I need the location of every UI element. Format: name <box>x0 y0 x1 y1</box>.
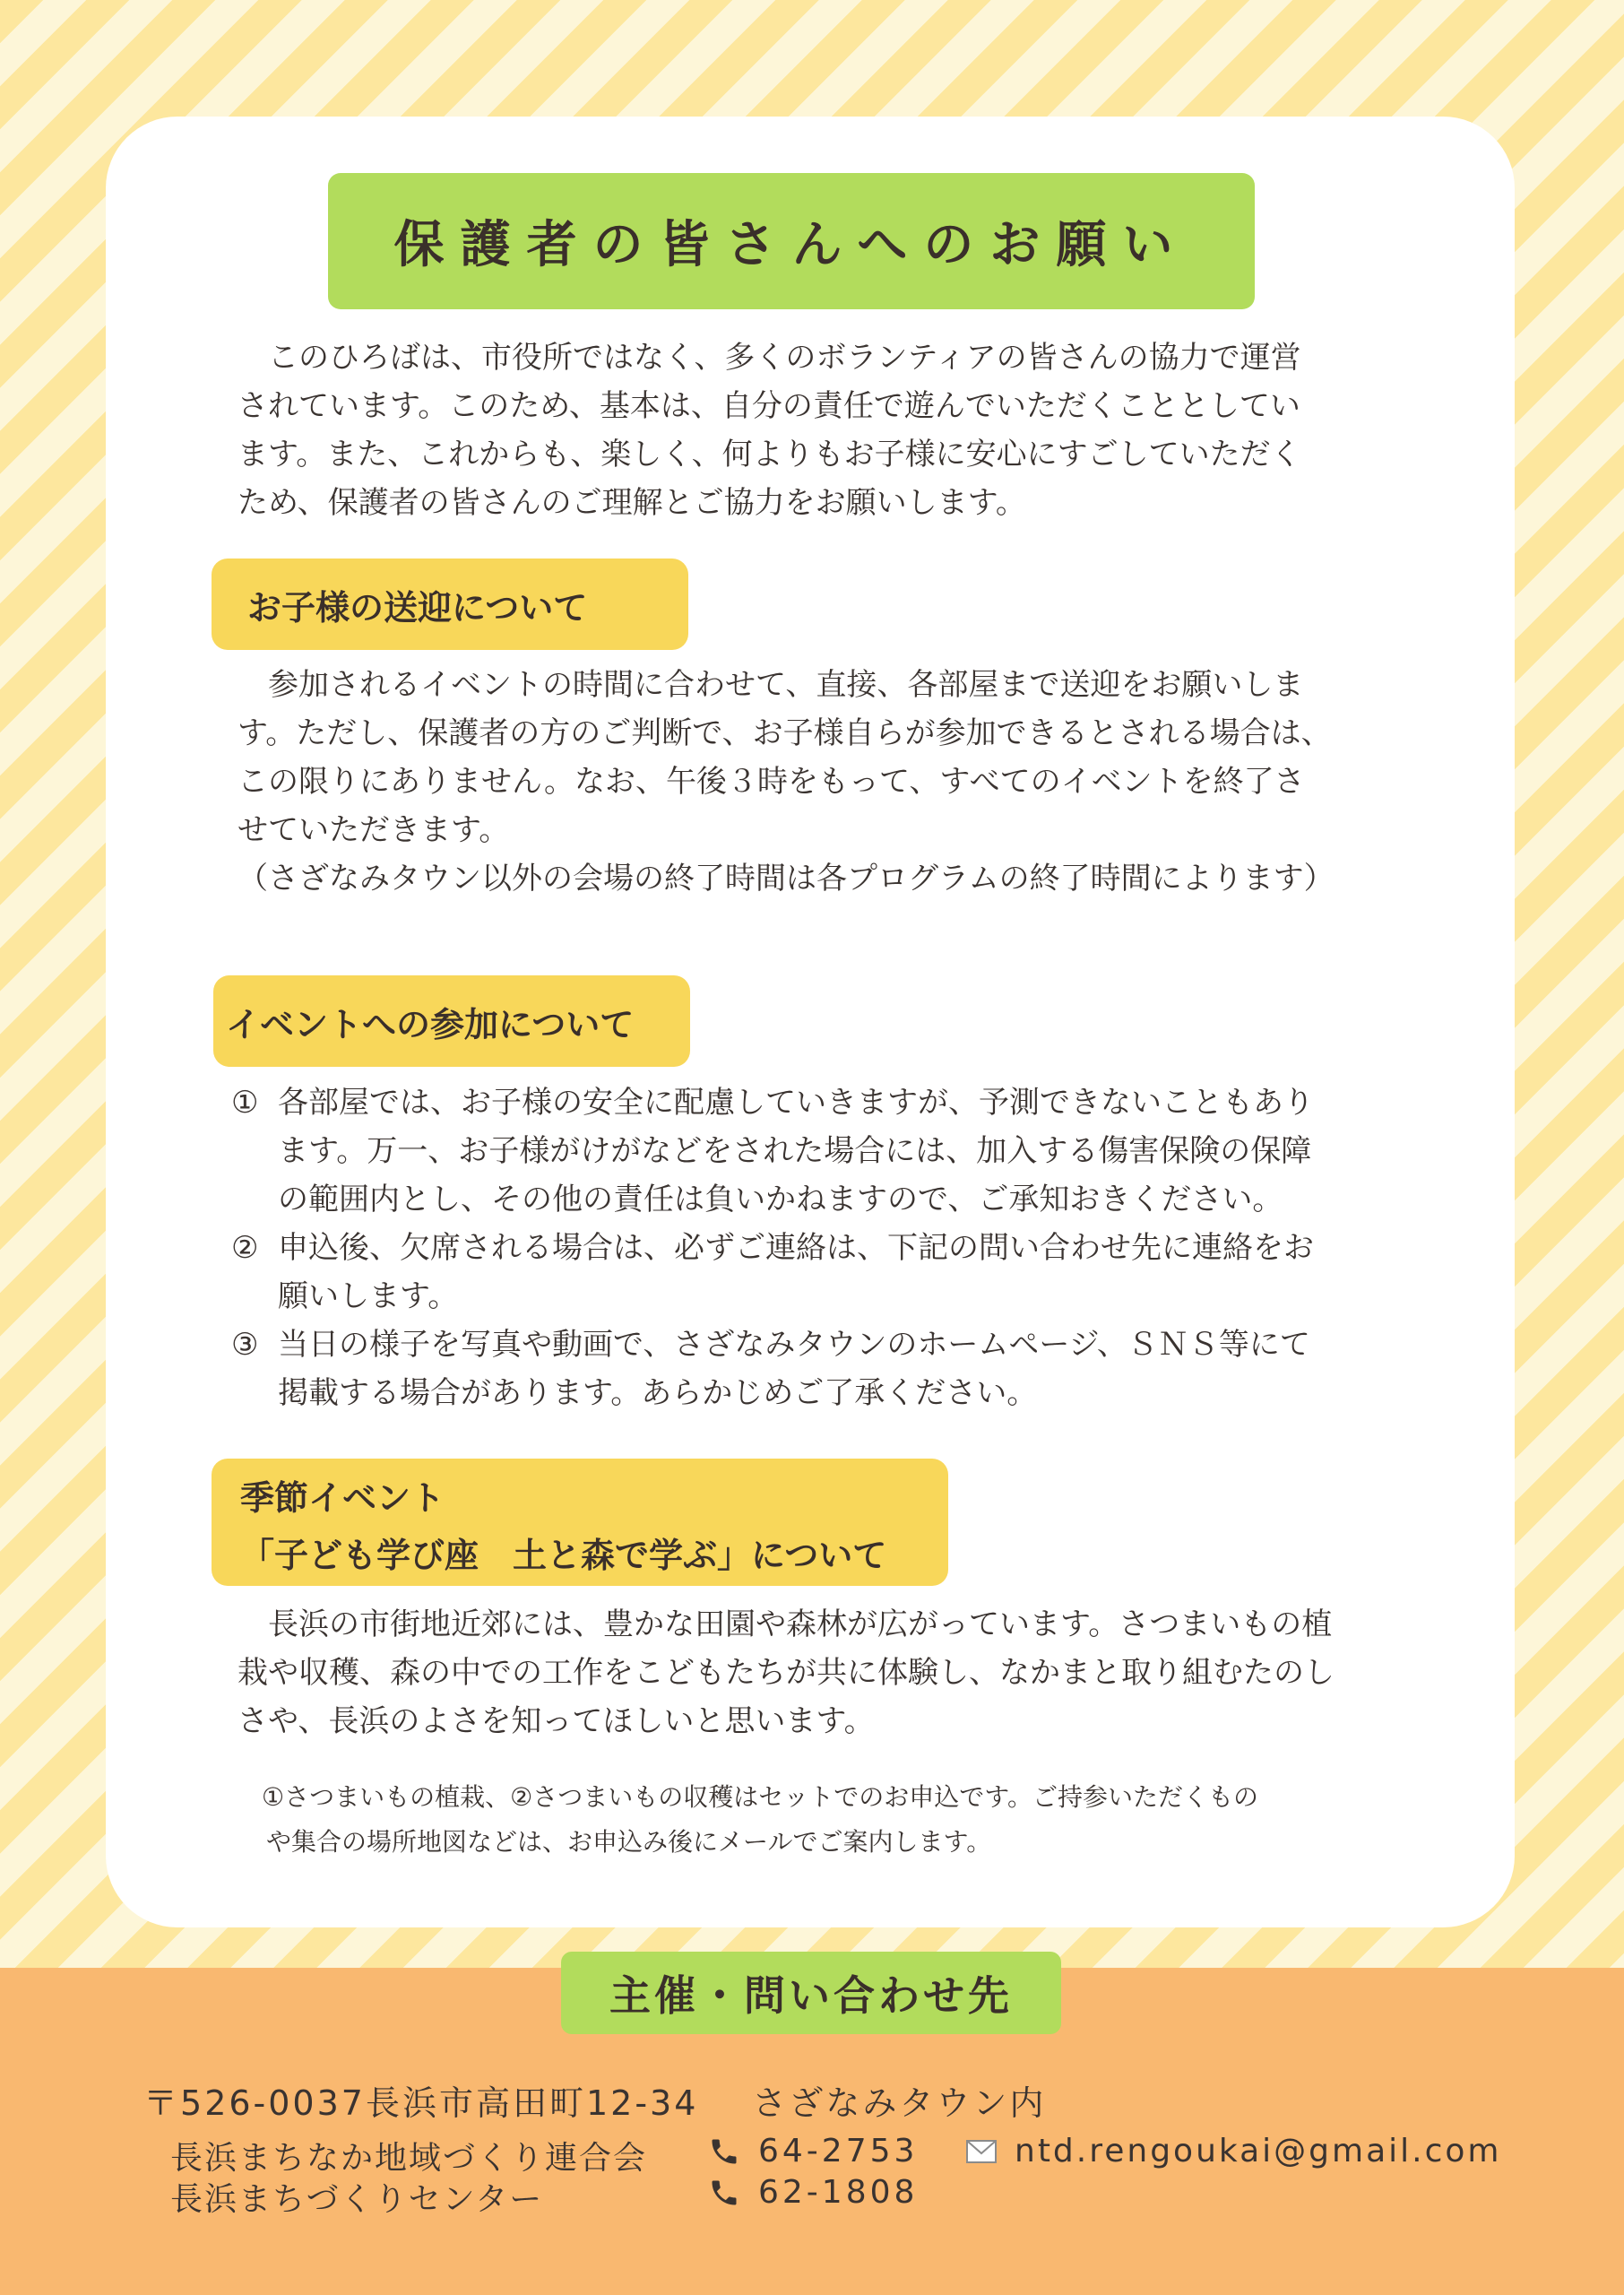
seasonal-line: 長浜の市街地近郊には、豊かな田園や森林が広がっています。さつまいもの植 <box>268 1606 1333 1642</box>
intro-line: ます。また、これからも、楽しく、何よりもお子様に安心にすごしていただく <box>238 437 1301 472</box>
intro-line: このひろばは、市役所ではなく、多くのボランティアの皆さんの協力で運営 <box>268 340 1301 376</box>
list-text <box>278 1078 1423 1224</box>
note-line: や集合の場所地図などは、お申込み後にメールでご案内します。 <box>266 1827 992 1857</box>
pickup-line: せていただきます。 <box>238 812 510 848</box>
seasonal-note <box>262 1775 1427 1865</box>
seasonal-heading-line1: 季節イベント <box>240 1478 445 1518</box>
list-line: 各部屋では、お子様の安全に配慮していきますが、予測できないこともあり <box>278 1085 1314 1121</box>
list-item <box>231 1224 1423 1321</box>
list-item <box>231 1078 1423 1224</box>
phone-icon <box>708 2135 740 2168</box>
section-heading-participation: イベントへの参加について <box>213 975 690 1067</box>
intro-line: されています。このため、基本は、自分の責任で遊んでいただくこととしてい <box>238 388 1300 424</box>
list-line: 願いします。 <box>278 1278 459 1314</box>
list-line: 当日の様子を写真や動画で、さざなみタウンのホームページ、ＳＮＳ等にて <box>278 1327 1310 1363</box>
organizer-name: 長浜まちなか地域づくり連合会 <box>170 2140 648 2177</box>
seasonal-heading-line2: 「子ども学び座 土と森で学ぶ」について <box>240 1536 887 1575</box>
list-item <box>231 1321 1423 1417</box>
phone-2-number: 62-1808 <box>758 2174 919 2211</box>
intro-line: ため、保護者の皆さんのご理解とご協力をお願いします。 <box>238 485 1026 521</box>
list-line: 掲載する場合があります。あらかじめご了承ください。 <box>278 1375 1038 1411</box>
pickup-line: この限りにありません。なお、午後３時をもって、すべてのイベントを終了さ <box>238 764 1305 800</box>
list-text <box>278 1224 1423 1321</box>
list-number: ③ <box>231 1327 259 1363</box>
phone-2 <box>708 2174 918 2211</box>
pickup-line: す。ただし、保護者の方のご判断で、お子様自らが参加できるとされる場合は、 <box>238 715 1332 751</box>
pickup-line: （さざなみタウン以外の会場の終了時間は各プログラムの終了時間によります） <box>238 861 1335 896</box>
page-title: 保護者の皆さんへのお願い <box>328 173 1255 309</box>
participation-list <box>231 1078 1423 1417</box>
list-line: ます。万一、お子様がけがなどをされた場合には、加入する傷害保険の保障 <box>278 1133 1312 1169</box>
section-heading-seasonal <box>212 1459 948 1586</box>
phone-icon <box>708 2177 740 2209</box>
intro-paragraph <box>238 333 1421 527</box>
seasonal-line: 栽や収穫、森の中での工作をこどもたちが共に体験し、なかまと取り組むたのし <box>238 1655 1335 1691</box>
section-heading-pickup: お子様の送迎について <box>212 559 688 650</box>
list-line: 申込後、欠席される場合は、必ずご連絡は、下記の問い合わせ先に連絡をお <box>278 1230 1314 1266</box>
note-line: ①さつまいもの植栽、②さつまいもの収穫はセットでのお申込です。ご持参いただくもの <box>262 1782 1258 1812</box>
phone-1 <box>708 2133 918 2169</box>
seasonal-line: さや、長浜のよさを知ってほしいと思います。 <box>238 1703 875 1739</box>
email-address[interactable]: ntd.rengoukai@gmail.com <box>1015 2133 1502 2169</box>
list-line: の範囲内とし、その他の責任は負いかねますので、ご承知おきください。 <box>278 1182 1283 1217</box>
list-number: ① <box>231 1085 259 1121</box>
list-text <box>278 1321 1423 1417</box>
postal-mark: 〒 <box>143 2083 181 2123</box>
organizer-name: 長浜まちづくりセンター <box>170 2181 544 2218</box>
address-text: 526-0037長浜市高田町12-34 <box>180 2083 699 2123</box>
mail-icon <box>966 2140 997 2163</box>
footer-heading: 主催・問い合わせ先 <box>561 1952 1061 2034</box>
email <box>966 2133 1502 2169</box>
building-name: さざなみタウン内 <box>752 2083 1047 2123</box>
address <box>143 2075 1046 2125</box>
pickup-line: 参加されるイベントの時間に合わせて、直接、各部屋まで送迎をお願いしま <box>268 667 1304 703</box>
phone-1-number: 64-2753 <box>758 2133 919 2169</box>
pickup-paragraph <box>238 661 1421 903</box>
list-number: ② <box>231 1230 259 1266</box>
seasonal-paragraph <box>238 1600 1421 1745</box>
